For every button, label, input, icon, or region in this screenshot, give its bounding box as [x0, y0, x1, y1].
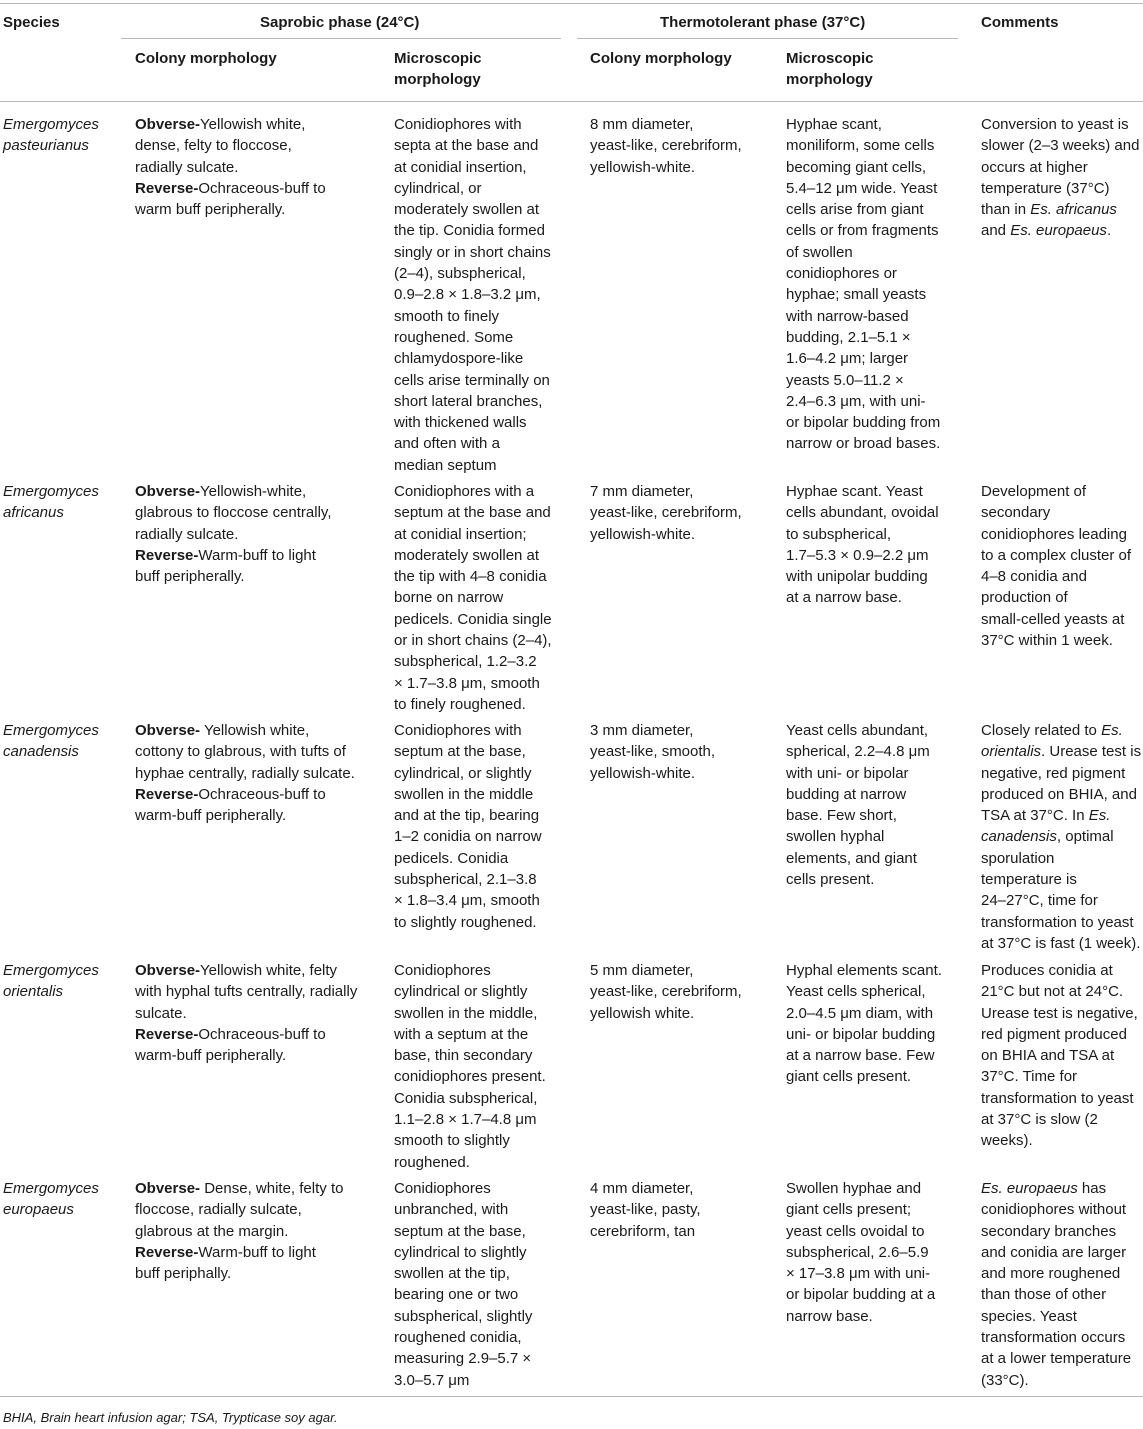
text-line: base, thin secondary	[394, 1047, 533, 1065]
comment-text: Closely related to	[981, 722, 1102, 739]
obverse-text: sulcate.	[135, 1004, 187, 1022]
text-line: yeast-like, cerebriform,	[590, 137, 742, 155]
text-line: 2.0–4.5 μm diam, with	[786, 1004, 934, 1022]
text-line: septum at the base and	[394, 504, 551, 522]
species-ref: canadensis	[981, 828, 1057, 846]
text-line: conidiophores or	[786, 265, 897, 283]
header-species: Species	[3, 14, 60, 31]
comment-line: produced on BHIA, and	[981, 785, 1137, 803]
thermo-colony-cell	[590, 720, 715, 784]
text-line: 7 mm diameter,	[590, 483, 694, 500]
species-line: africanus	[3, 504, 64, 522]
header-sap-micro	[394, 48, 482, 91]
obverse-text: glabrous at the margin.	[135, 1222, 289, 1240]
text-line: temperature is	[981, 871, 1077, 889]
reverse-label: Reverse-	[135, 1025, 199, 1043]
comment-line: occurs at higher	[981, 158, 1088, 176]
text-line: short lateral branches,	[394, 392, 543, 410]
header-bottom-rule	[0, 101, 1143, 102]
sap-colony-cell	[135, 1178, 343, 1284]
comment-text: , optimal	[1056, 828, 1114, 846]
text-line: measuring 2.9–5.7 ×	[394, 1350, 532, 1368]
obverse-text: Yellowish-white,	[200, 483, 307, 500]
text-line: subspherical, 2.1–3.8	[394, 871, 537, 889]
text-line: 4 mm diameter,	[590, 1180, 694, 1197]
top-rule	[0, 3, 1143, 4]
thermo-colony-cell	[590, 481, 742, 545]
reverse-text: Ochraceous-buff to	[198, 1025, 326, 1043]
text-line: × 1.7–3.8 μm, smooth	[394, 674, 540, 692]
text-line: septum at the base,	[394, 1222, 526, 1240]
obverse-label: Obverse-	[135, 116, 201, 133]
text-line: 37°C within 1 week.	[981, 632, 1113, 650]
text-line: cells arise terminally on	[394, 371, 550, 389]
species-ref: Es.	[1088, 807, 1111, 825]
text-line: production of	[981, 589, 1068, 607]
text-line: (33°C).	[981, 1371, 1029, 1389]
obverse-text: dense, felty to floccose,	[135, 137, 292, 155]
text-line: or in short chains (2–4),	[394, 632, 552, 650]
text-line: at a narrow base.	[786, 589, 902, 607]
text-line: the tip. Conidia formed	[394, 222, 545, 240]
sap-micro-cell	[394, 114, 551, 476]
text-line: transformation to yeast	[981, 913, 1134, 931]
text-line: 1.7–5.3 × 0.9–2.2 μm	[786, 546, 929, 564]
text-line: or bipolar budding from	[786, 414, 941, 432]
comment-text: and	[981, 222, 1011, 240]
text-line: at conidial insertion;	[394, 525, 527, 543]
thermo-span-rule	[577, 38, 958, 39]
table-bottom-rule	[0, 1396, 1143, 1397]
header-thermo-micro-line: Microscopic	[786, 50, 874, 67]
comment-text: . Urease test is	[1041, 743, 1142, 761]
obverse-label: Obverse-	[135, 722, 201, 739]
text-line: yeast cells ovoidal to	[786, 1222, 925, 1240]
species-ref: orientalis	[981, 743, 1042, 761]
text-line: moderately swollen at	[394, 201, 540, 219]
comment-text: has	[1077, 1180, 1107, 1197]
comment-line: Conversion to yeast is	[981, 116, 1129, 133]
text-line: of swollen	[786, 243, 853, 261]
text-line: yeast-like, pasty,	[590, 1201, 701, 1219]
text-line: hyphae; small yeasts	[786, 286, 927, 304]
text-line: Hyphae scant. Yeast	[786, 483, 923, 500]
obverse-label: Obverse-	[135, 1180, 201, 1197]
text-line: to slightly roughened.	[394, 913, 537, 931]
text-line: conidiophores without	[981, 1201, 1127, 1219]
text-line: 1.6–4.2 μm; larger	[786, 350, 909, 368]
text-line: budding, 2.1–5.1 ×	[786, 328, 911, 346]
reverse-label: Reverse-	[135, 1243, 199, 1261]
text-line: Swollen hyphae and	[786, 1180, 922, 1197]
text-line: (2–4), subspherical,	[394, 265, 526, 283]
species-cell	[3, 481, 99, 524]
comment-line: negative, red pigment	[981, 764, 1126, 782]
text-line: yeast-like, cerebriform,	[590, 983, 742, 1001]
thermo-micro-cell	[786, 1178, 935, 1327]
reverse-text: buff peripherally.	[135, 568, 245, 586]
text-line: to a complex cluster of	[981, 546, 1132, 564]
saprobic-span-rule	[121, 38, 561, 39]
text-line: cells arise from giant	[786, 201, 924, 219]
reverse-text: buff periphally.	[135, 1265, 232, 1283]
text-line: with unipolar budding	[786, 568, 928, 586]
species-ref: Es.	[1101, 722, 1123, 739]
sap-micro-cell	[394, 960, 546, 1173]
text-line: Conidiophores	[394, 1180, 491, 1197]
thermo-colony-cell	[590, 114, 742, 178]
text-line: giant cells present;	[786, 1201, 912, 1219]
comment-line: slower (2–3 weeks) and	[981, 137, 1140, 155]
text-line: yellowish white.	[590, 1004, 695, 1022]
text-line: roughened conidia,	[394, 1329, 522, 1347]
sap-micro-cell	[394, 720, 542, 933]
species-ref: Es. europaeus	[1010, 222, 1107, 240]
text-line: species. Yeast	[981, 1307, 1077, 1325]
comment-rest	[981, 1199, 1131, 1391]
text-line: swollen at the tip,	[394, 1265, 510, 1283]
text-line: base. Few short,	[786, 807, 897, 825]
comment-rest	[981, 848, 1141, 954]
text-line: 5.4–12 μm wide. Yeast	[786, 179, 938, 197]
comment-text: TSA at 37°C. In	[981, 807, 1089, 825]
text-line: at conidial insertion,	[394, 158, 527, 176]
text-line: subspherical, slightly	[394, 1307, 533, 1325]
text-line: 37°C. Time for	[981, 1068, 1078, 1086]
text-line: yellowish-white.	[590, 158, 696, 176]
text-line: Hyphal elements scant.	[786, 962, 942, 979]
text-line: pedicels. Conidia single	[394, 610, 552, 628]
text-line: yeast-like, smooth,	[590, 743, 716, 761]
thermo-micro-cell	[786, 114, 940, 455]
text-line: cells abundant, ovoidal	[786, 504, 939, 522]
obverse-label: Obverse-	[135, 483, 201, 500]
text-line: 2.4–6.3 μm, with uni-	[786, 392, 926, 410]
text-line: cylindrical, or	[394, 179, 482, 197]
sap-colony-cell	[135, 720, 355, 826]
text-line: with a septum at the	[394, 1025, 529, 1043]
comments-cell	[981, 720, 1141, 954]
text-line: Development of	[981, 483, 1087, 500]
text-line: 0.9–2.8 × 1.8–3.2 μm,	[394, 286, 541, 304]
comment-text: than in	[981, 201, 1031, 219]
text-line: subspherical, 1.2–3.2	[394, 653, 537, 671]
text-line: with narrow-based	[786, 307, 909, 325]
reverse-label: Reverse-	[135, 179, 199, 197]
reverse-text: warm buff peripherally.	[135, 201, 286, 219]
text-line: yellowish-white.	[590, 525, 696, 543]
text-line: 3.0–5.7 μm	[394, 1371, 470, 1389]
reverse-label: Reverse-	[135, 546, 199, 564]
text-line: swollen in the middle	[394, 785, 534, 803]
text-line: or bipolar budding at a	[786, 1286, 936, 1304]
header-sap-colony: Colony morphology	[135, 50, 277, 67]
text-line: at a narrow base. Few	[786, 1047, 935, 1065]
text-line: than those of other	[981, 1286, 1107, 1304]
text-line: budding at narrow	[786, 785, 907, 803]
comments-cell	[981, 960, 1138, 1152]
species-line: europaeus	[3, 1201, 74, 1219]
species-line: pasteurianus	[3, 137, 89, 155]
text-line: Conidiophores with a	[394, 483, 535, 500]
text-line: unbranched, with	[394, 1201, 509, 1219]
text-line: septum at the base,	[394, 743, 526, 761]
header-sap-micro-line: morphology	[394, 71, 481, 89]
text-line: narrow or broad bases.	[786, 435, 941, 453]
obverse-text: cottony to glabrous, with tufts of	[135, 743, 346, 761]
text-line: 8 mm diameter,	[590, 116, 694, 133]
text-line: 21°C but not at 24°C.	[981, 983, 1124, 1001]
species-cell	[3, 1178, 99, 1221]
species-line: Emergomyces	[3, 483, 99, 500]
text-line: moderately swollen at	[394, 546, 540, 564]
text-line: pedicels. Conidia	[394, 849, 509, 867]
species-line: Emergomyces	[3, 1180, 99, 1197]
text-line: Conidiophores with	[394, 116, 522, 133]
text-line: cylindrical or slightly	[394, 983, 528, 1001]
text-line: 24–27°C, time for	[981, 892, 1098, 910]
text-line: sporulation	[981, 849, 1055, 867]
header-thermo-micro	[786, 48, 874, 91]
text-line: to subspherical,	[786, 525, 892, 543]
text-line: yellowish-white.	[590, 764, 696, 782]
thermo-colony-cell	[590, 960, 742, 1024]
text-line: Conidia subspherical,	[394, 1089, 538, 1107]
reverse-label: Reverse-	[135, 785, 199, 803]
text-line: moniliform, some cells	[786, 137, 935, 155]
species-line: Emergomyces	[3, 962, 99, 979]
text-line: Hyphae scant,	[786, 116, 882, 133]
text-line: and conidia are larger	[981, 1243, 1127, 1261]
text-line: on BHIA and TSA at	[981, 1047, 1115, 1065]
text-line: cerebriform, tan	[590, 1222, 696, 1240]
obverse-text: Yellowish white,	[200, 116, 306, 133]
text-line: narrow base.	[786, 1307, 873, 1325]
text-line: conidiophores present.	[394, 1068, 546, 1086]
thermo-micro-cell	[786, 720, 930, 890]
species-cell	[3, 720, 99, 763]
text-line: with uni- or bipolar	[786, 764, 909, 782]
text-line: yeasts 5.0–11.2 ×	[786, 371, 904, 389]
species-line: Emergomyces	[3, 116, 99, 133]
reverse-text: Warm-buff to light	[198, 1243, 316, 1261]
text-line: Conidiophores	[394, 962, 491, 979]
header-thermotolerant-phase: Thermotolerant phase (37°C)	[660, 14, 866, 31]
text-line: the tip with 4–8 conidia	[394, 568, 547, 586]
text-line: cylindrical to slightly	[394, 1243, 527, 1261]
text-line: roughened.	[394, 1153, 470, 1171]
comment-text: .	[1106, 222, 1112, 240]
obverse-text: radially sulcate.	[135, 158, 239, 176]
header-sap-micro-line: Microscopic	[394, 50, 482, 67]
text-line: conidiophores leading	[981, 525, 1127, 543]
comment-line: temperature (37°C)	[981, 179, 1110, 197]
text-line: median septum	[394, 456, 497, 474]
text-line: smooth to slightly	[394, 1132, 510, 1150]
header-comments: Comments	[981, 14, 1059, 31]
text-line: transformation occurs	[981, 1329, 1126, 1347]
text-line: Yeast cells abundant,	[786, 722, 929, 739]
species-line: canadensis	[3, 743, 79, 761]
text-line: becoming giant cells,	[786, 158, 927, 176]
text-line: with thickened walls	[394, 414, 527, 432]
text-line: 1.1–2.8 × 1.7–4.8 μm	[394, 1111, 537, 1129]
text-line: secondary branches	[981, 1222, 1117, 1240]
text-line: Yeast cells spherical,	[786, 983, 926, 1001]
text-line: borne on narrow	[394, 589, 504, 607]
text-line: at 37°C is fast (1 week).	[981, 934, 1141, 952]
thermo-micro-cell	[786, 960, 942, 1088]
text-line: giant cells present.	[786, 1068, 912, 1086]
text-line: elements, and giant	[786, 849, 917, 867]
header-thermo-colony: Colony morphology	[590, 50, 732, 67]
reverse-text: warm-buff peripherally.	[135, 807, 287, 825]
obverse-text: Yellowish white, felty	[200, 962, 338, 979]
text-line: cells or from fragments	[786, 222, 939, 240]
sap-colony-cell	[135, 481, 332, 587]
species-cell	[3, 960, 99, 1003]
sap-colony-cell	[135, 960, 357, 1066]
text-line: secondary	[981, 504, 1051, 522]
text-line: and at the tip, bearing	[394, 807, 540, 825]
text-line: 5 mm diameter,	[590, 962, 694, 979]
sap-micro-cell	[394, 1178, 532, 1391]
text-line: to finely roughened.	[394, 695, 526, 713]
obverse-label: Obverse-	[135, 962, 201, 979]
text-line: cylindrical, or slightly	[394, 764, 532, 782]
text-line: chlamydospore-like	[394, 350, 524, 368]
text-line: 4–8 conidia and	[981, 568, 1087, 586]
text-line: Conidiophores with	[394, 722, 522, 739]
text-line: small-celled yeasts at	[981, 610, 1125, 628]
text-line: smooth to finely	[394, 307, 500, 325]
comments-cell	[981, 481, 1131, 651]
thermo-colony-cell	[590, 1178, 701, 1242]
obverse-text: glabrous to floccose centrally,	[135, 504, 332, 522]
table-footnote: BHIA, Brain heart infusion agar; TSA, Trypticase soy agar.	[3, 1410, 338, 1425]
text-line: cells present.	[786, 871, 875, 889]
species-line: Emergomyces	[3, 722, 99, 739]
species-ref: Es. europaeus	[981, 1180, 1078, 1197]
species-line: orientalis	[3, 983, 64, 1001]
text-line: singly or in short chains	[394, 243, 551, 261]
text-line: transformation to yeast	[981, 1089, 1134, 1107]
obverse-text: Dense, white, felty to	[200, 1180, 344, 1197]
text-line: at a lower temperature	[981, 1350, 1132, 1368]
comments-cell	[981, 114, 1139, 242]
header-thermo-micro-line: morphology	[786, 71, 873, 89]
text-line: bearing one or two	[394, 1286, 519, 1304]
text-line: and more roughened	[981, 1265, 1121, 1283]
header-saprobic-phase: Saprobic phase (24°C)	[260, 14, 420, 31]
obverse-text: floccose, radially sulcate,	[135, 1201, 302, 1219]
reverse-text: Ochraceous-buff to	[198, 785, 326, 803]
sap-micro-cell	[394, 481, 552, 715]
thermo-micro-cell	[786, 481, 939, 609]
sap-colony-cell	[135, 114, 326, 220]
text-line: weeks).	[981, 1132, 1033, 1150]
text-line: swollen in the middle,	[394, 1004, 538, 1022]
text-line: yeast-like, cerebriform,	[590, 504, 742, 522]
reverse-text: warm-buff peripherally.	[135, 1047, 287, 1065]
text-line: × 1.8–3.4 μm, smooth	[394, 892, 540, 910]
text-line: at 37°C is slow (2	[981, 1111, 1098, 1129]
text-line: and often with a	[394, 435, 500, 453]
text-line: uni- or bipolar budding	[786, 1025, 936, 1043]
text-line: Produces conidia at	[981, 962, 1113, 979]
text-line: swollen hyphal	[786, 828, 885, 846]
obverse-text: Yellowish white,	[200, 722, 310, 739]
text-line: red pigment produced	[981, 1025, 1127, 1043]
text-line: roughened. Some	[394, 328, 514, 346]
text-line: 1–2 conidia on narrow	[394, 828, 542, 846]
species-cell	[3, 114, 99, 157]
comments-cell	[981, 1178, 1131, 1391]
text-line: subspherical, 2.6–5.9	[786, 1243, 929, 1261]
reverse-text: Ochraceous-buff to	[198, 179, 326, 197]
obverse-text: hyphae centrally, radially sulcate.	[135, 764, 355, 782]
text-line: spherical, 2.2–4.8 μm	[786, 743, 930, 761]
text-line: 3 mm diameter,	[590, 722, 694, 739]
obverse-text: with hyphal tufts centrally, radially	[135, 983, 358, 1001]
text-line: septa at the base and	[394, 137, 539, 155]
text-line: × 17–3.8 μm with uni-	[786, 1265, 931, 1283]
text-line: Urease test is negative,	[981, 1004, 1138, 1022]
obverse-text: radially sulcate.	[135, 525, 239, 543]
reverse-text: Warm-buff to light	[198, 546, 316, 564]
species-ref: Es. africanus	[1030, 201, 1117, 219]
